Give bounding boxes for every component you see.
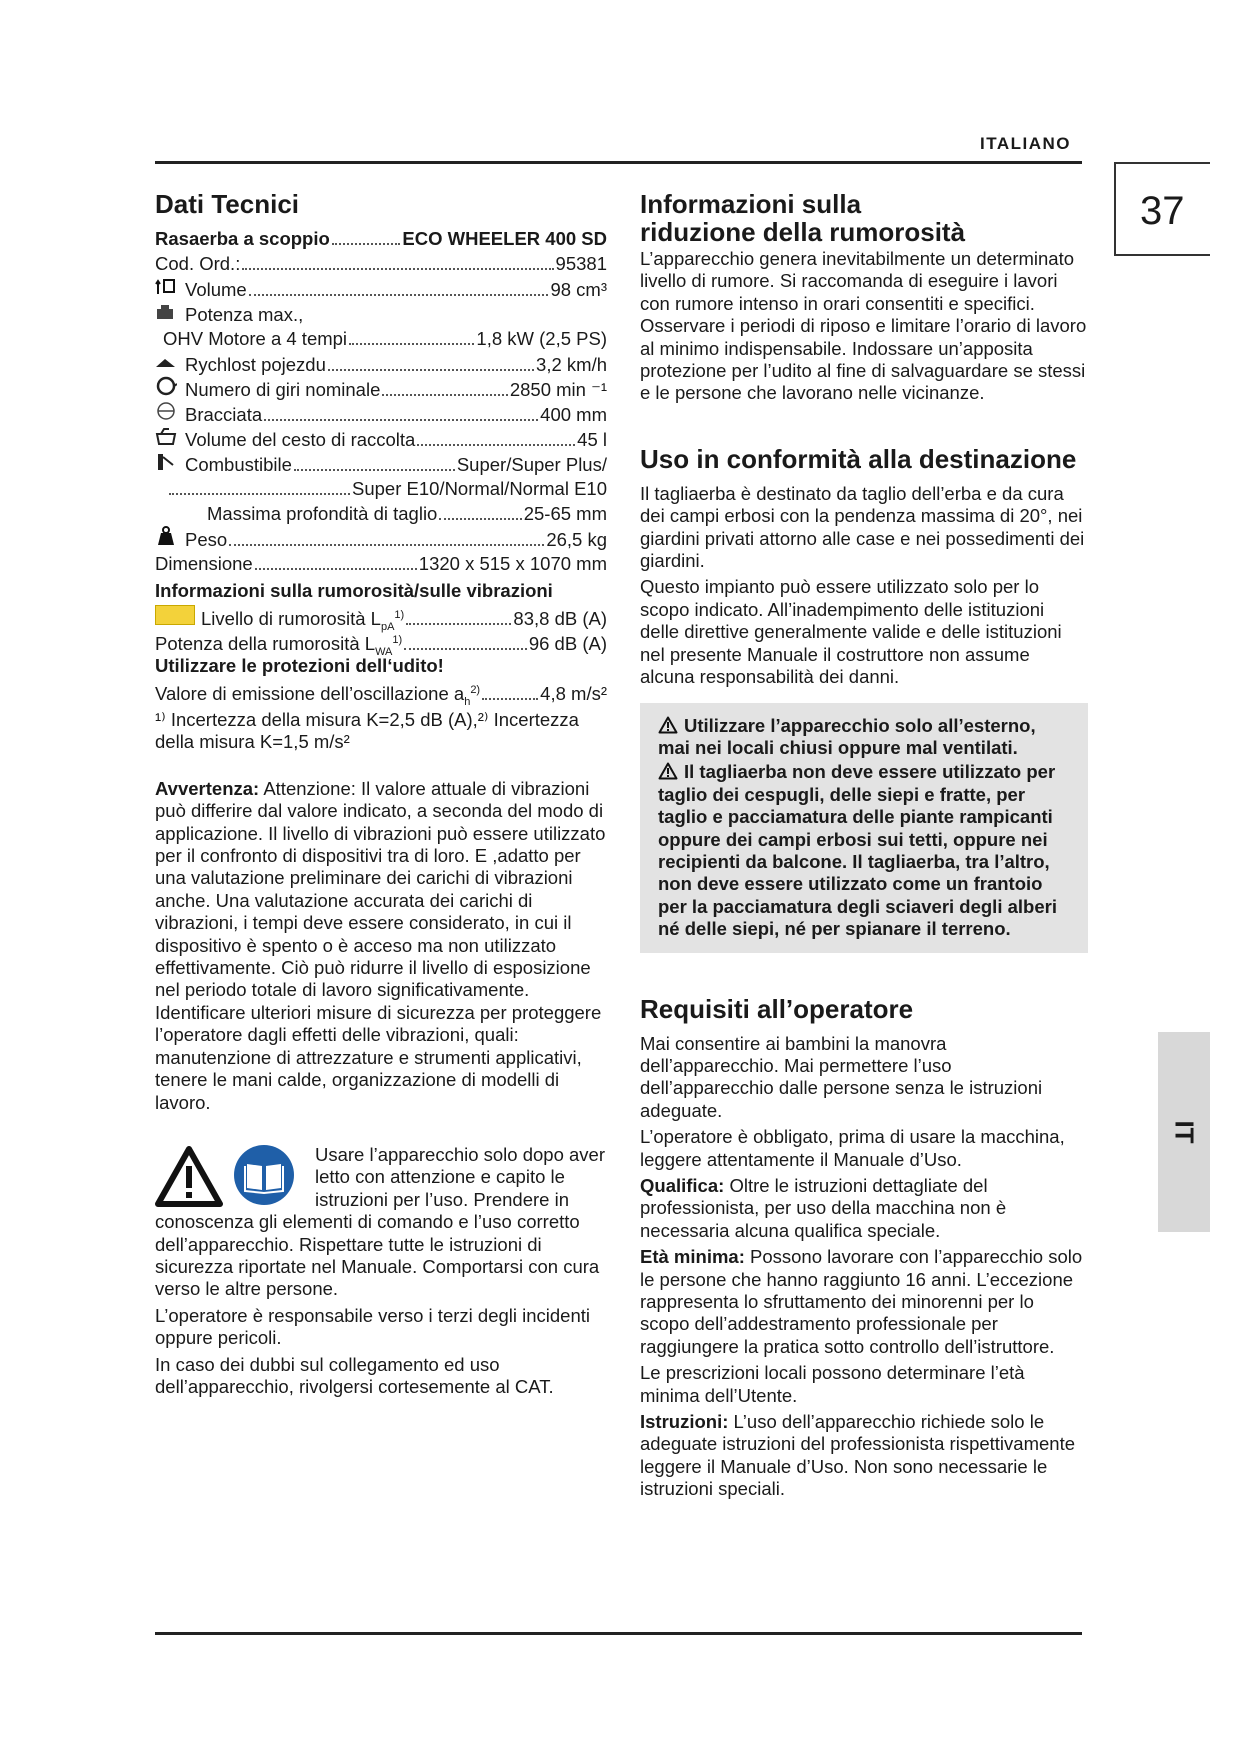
instructions-text: Istruzioni: L’uso dell’apparecchio richiede solo le adeguate istruzioni del professionista rispettivamente leggere il Manuale d’Uso. Non sono necessarie le istruzioni speciali. [640, 1411, 1075, 1500]
dot-leader [439, 518, 521, 520]
dot-leader [229, 544, 544, 546]
noise-row-lpa [155, 603, 607, 633]
spec-value: 25-65 mm [523, 503, 607, 524]
safety-note-box [640, 703, 1088, 953]
spec-row [155, 251, 607, 276]
spec-row [155, 301, 607, 326]
dot-leader [249, 294, 549, 296]
model-row [155, 226, 607, 251]
left-column [155, 190, 607, 1398]
noise-lpa-label: Livello di rumorosità $L_{pA}^{1)}$ [201, 608, 405, 633]
minimum-age-text: Età minima: Possono lavorare con l’apparecchio solo le persone che hanno raggiunto 16 anni. L’eccezione rappresenta lo sfruttamento dei minorenni per lo scopo dell’addestramento professionale per raggiungere la pratica sotto controllo dell’istruttore. [640, 1246, 1083, 1357]
noise-lwa-label: Potenza della rumorosità $L_{WA}^{1)}$ [155, 633, 403, 658]
spec-row [155, 426, 607, 451]
dot-leader [382, 394, 507, 396]
spec-label: Dimensione [155, 553, 253, 574]
operator-text-1: Mai consentire ai bambini la manovra dell’apparecchio. Mai permettere l’uso dell’apparecchio dalle persone senza le istruzioni adeguate. [640, 1032, 1043, 1121]
spec-row [155, 501, 607, 526]
noise-lwa-value: 96 dB (A) [528, 633, 607, 655]
intended-use-title: Uso in conformità alla destinazione [640, 443, 1077, 474]
read-manual-icon [233, 1144, 295, 1206]
grass-bag-icon [155, 426, 177, 446]
dot-leader [255, 568, 417, 570]
spec-value: 400 mm [540, 404, 607, 425]
spec-value: 2850 min ⁻¹ [509, 379, 607, 400]
responsibility-text: L’operatore è responsabile verso i terzi degli incidenti oppure pericoli. [155, 1304, 591, 1349]
spec-value: 1,8 kW (2,5 PS) [476, 328, 607, 349]
spec-label: Combustibile [185, 454, 292, 475]
spec-label: Peso [185, 529, 228, 550]
rpm-icon [155, 376, 177, 396]
local-regulations-text: Le prescrizioni locali possono determinare l’età minima dell’Utente. [640, 1362, 1025, 1406]
spec-value: 26,5 kg [546, 529, 607, 550]
noise-row-lwa [155, 628, 607, 658]
bottom-divider [155, 1632, 1082, 1635]
spec-row [155, 276, 607, 301]
spec-label: Numero di giri nominale [185, 379, 381, 400]
spec-label: Bracciata [185, 404, 263, 425]
spec-value: 98 cm³ [550, 279, 607, 300]
spec-label: Massima profondità di taglio [207, 503, 438, 524]
noise-heading: Informazioni sulla rumorosità/sulle vibrazioni [155, 580, 553, 601]
vibration-value: 4,8 m/s² [540, 683, 607, 705]
spec-label: Cod. Ord.: [155, 253, 241, 274]
dot-leader [169, 493, 350, 495]
warning-triangle-icon [155, 1146, 223, 1208]
cat-text: In caso dei dubbi sul collegamento ed uso dell’apparecchio, rivolgersi cortesemente al CAT. [155, 1353, 554, 1397]
hearing-protection-note: Utilizzare le protezioni dell‘udito! [155, 655, 444, 676]
manual-text: Usare l’apparecchio solo dopo aver letto con attenzione e capito le istruzioni per l’uso. Prendere in conoscenza gli elementi di comando e l’uso corretto dell’apparecchio. Rispettare tutte le istruzioni di sicurezza riportate nel Manuale. Comportarsi con cura verso le altre persone. [155, 1143, 606, 1300]
spec-row [155, 351, 607, 376]
warning-triangle-icon [658, 762, 678, 780]
spec-row [155, 401, 607, 426]
spec-label: Potenza max., [185, 304, 304, 325]
spec-label: Volume del cesto di raccolta [185, 429, 416, 450]
spec-list [155, 251, 607, 576]
dot-leader [349, 343, 474, 345]
spec-value: 3,2 km/h [536, 354, 607, 375]
dot-leader [404, 648, 527, 650]
dot-leader [242, 268, 553, 270]
manual-notice [155, 1144, 607, 1301]
spec-row [155, 376, 607, 401]
spec-value: Super/Super Plus/ [456, 454, 607, 475]
speed-icon [155, 351, 177, 371]
spec-value: 45 l [577, 429, 607, 450]
dot-leader [328, 369, 534, 371]
operator-requirements-title: Requisiti all’operatore [640, 993, 914, 1024]
spec-label: Volume [185, 279, 247, 300]
right-column [640, 190, 1088, 1501]
top-divider [155, 161, 1082, 164]
intended-use-text-2: Questo impianto può essere utilizzato solo per lo scopo indicato. All’inadempimento delle istituzioni delle direttive generalmente valide e delle istituzioni nel presente Manuale il costruttore non assume alcuna responsabilità dei danni. [640, 576, 1062, 688]
noise-reduction-text: L’apparecchio genera inevitabilmente un determinato livello di rumore. Si raccomanda di eseguire i lavori con rumore intenso in orari consentiti e specifici. Osservare i periodi di riposo e limitare l’orario di lavoro al minimo indispensabile. Indossare un’apposita protezione per l’udito al fine di salvaguardare se stessi e le persone che lavorano nelle vicinanze. [640, 248, 1087, 404]
power-icon [155, 301, 177, 321]
spec-value: Super E10/Normal/Normal E10 [352, 478, 607, 499]
fuel-icon [155, 451, 177, 471]
intended-use-text-1: Il tagliaerba è destinato da taglio dell’erba e da cura dei campi erbosi con la pendenza massima di 20°, nei giardini privati attorno alle case e nei possedimenti dei giardini. [640, 482, 1085, 572]
spec-label: OHV Motore a 4 tempi [163, 328, 348, 349]
tech-data-title: Dati Tecnici [155, 189, 300, 219]
dot-leader [332, 243, 401, 245]
spec-value: 95381 [555, 253, 607, 274]
noise-reduction-title: Informazioni sulla riduzione della rumorosità [640, 189, 966, 247]
spec-row [155, 476, 607, 501]
vibration-warning: Avvertenza: Attenzione: Il valore attuale di vibrazioni può differire dal valore indicato, a seconda del modo di applicazione. Il livello di vibrazioni può essere utilizzato per il confronto di dispositivi tra di loro. E ,adatto per una valutazione preliminare dei carichi di vibrazioni anche. Una valutazione accurata dei carichi di vibrazioni, i tempi deve essere considerato, in cui il dispositivo è spento o è acceso ma non utilizzato effettivamente. Ciò può ridurre il livello di esposizione nel periodo totale di lavoro significativamente. Identificare ulteriori misure di sicurezza per proteggere l’operatore dagli effetti delle vibrazioni, quali: manutenzione di attrezzature e strumenti applicativi, tenere le mani calde, organizzazione di modelli di lavoro. [155, 777, 606, 1113]
model-label: Rasaerba a scoppio [155, 228, 330, 249]
spec-row [155, 526, 607, 551]
spec-row [155, 451, 607, 476]
cutting-width-icon [155, 401, 177, 421]
spec-row [155, 326, 607, 351]
dot-leader [482, 698, 538, 700]
spec-label: Rychlost pojezdu [185, 354, 326, 375]
outdoor-use-note: Utilizzare l’apparecchio solo all’esterno, mai nei locali chiusi oppure mal ventilati. [658, 714, 1036, 758]
qualification-text: Qualifica: Oltre le istruzioni dettagliate del professionista, per uso della macchina non è necessaria alcuna qualifica speciale. [640, 1175, 1007, 1241]
page-number: 37 [1114, 162, 1210, 256]
noise-lpa-value: 83,8 dB (A) [513, 608, 607, 630]
vibration-label: Valore di emissione dell’oscillazione $a_h^{2)}$ [155, 683, 481, 708]
operator-text-2: L’operatore è obbligato, prima di usare la macchina, leggere attentamente il Manuale d’Uso. [640, 1126, 1065, 1170]
model-value: ECO WHEELER 400 SD [402, 228, 607, 249]
dot-leader [264, 419, 538, 421]
prohibited-use-note: Il tagliaerba non deve essere utilizzato per taglio dei cespugli, delle siepi e fratte, per taglio e pacciamatura delle piante rampicanti oppure dei campi erbosi sui tetti, oppure nei recipienti da balcone. Il tagliaerba, tra l’altro, non deve essere utilizzato come un frantoio per la pacciamatura degli sciaveri degli alberi né delle siepi, né per spianare il terreno. [658, 761, 1057, 940]
engine-volume-icon [155, 276, 177, 296]
weight-icon [155, 526, 177, 546]
language-header: ITALIANO [980, 134, 1072, 153]
footnote: ¹⁾ Incertezza della misura K=2,5 dB (A),²⁾ Incertezza della misura K=1,5 m/s² [155, 709, 579, 753]
dot-leader [294, 469, 455, 471]
dot-leader [417, 444, 575, 446]
language-side-tab [1158, 1032, 1210, 1232]
language-tab-label: IT [1169, 1120, 1200, 1144]
noise-level-icon [155, 605, 195, 625]
vibration-row [155, 678, 607, 708]
warning-triangle-icon [658, 716, 678, 734]
dot-leader [406, 623, 511, 625]
spec-row [155, 551, 607, 576]
spec-value: 1320 x 515 x 1070 mm [418, 553, 607, 574]
